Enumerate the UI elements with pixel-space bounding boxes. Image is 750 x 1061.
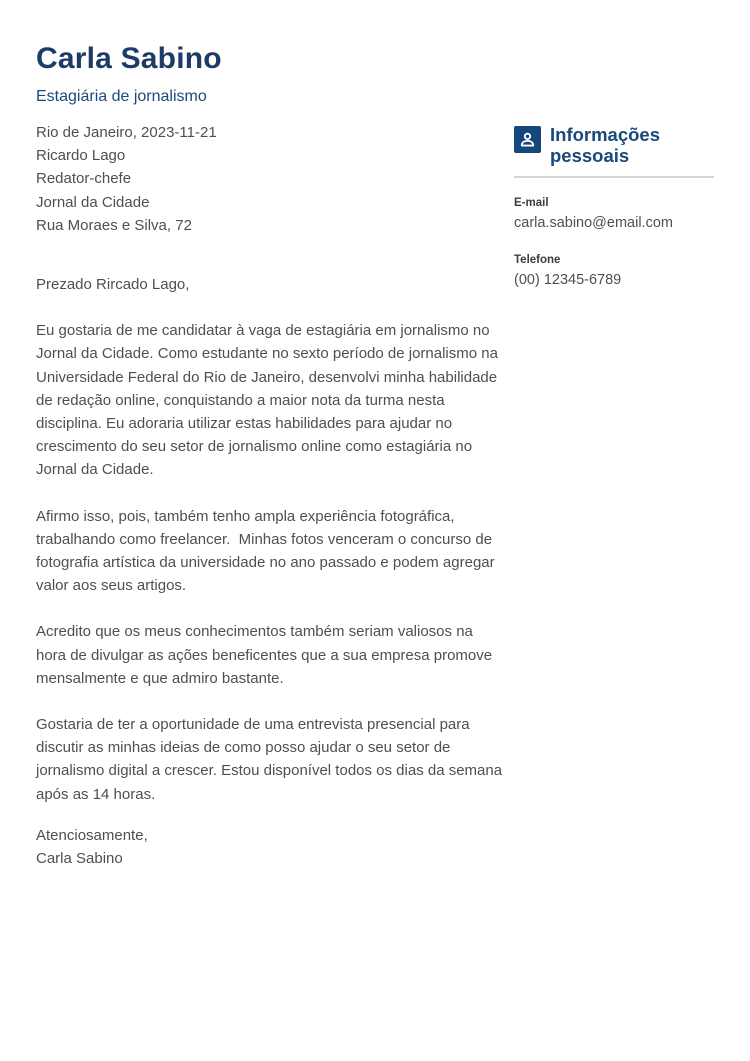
closing-block xyxy=(36,824,504,870)
phone-field xyxy=(514,254,714,288)
email-value: carla.sabino@email.com xyxy=(514,215,673,231)
sidebar-header xyxy=(514,124,714,166)
salutation: Prezado Rircado Lago, xyxy=(36,276,190,294)
recipient-company: Jornal da Cidade xyxy=(36,193,150,211)
personal-info-sidebar xyxy=(514,124,714,288)
phone-label: Telefone xyxy=(514,254,561,266)
person-icon xyxy=(514,126,541,153)
phone-value: (00) 12345-6789 xyxy=(514,272,622,288)
email-label: E-mail xyxy=(514,197,549,209)
paragraph-photography: Afirmo isso, pois, também tenho ampla experiência fotográfica, trabalhando como freelancer. Minhas fotos venceram o concurso de fotografia artística da universidade no ano passado e podem agregar valor aos seus artigos. xyxy=(36,507,499,595)
recipient-name: Ricardo Lago xyxy=(36,147,126,165)
candidate-job-title: Estagiária de jornalismo xyxy=(36,88,207,105)
signature-name: Carla Sabino xyxy=(36,850,123,868)
sidebar-divider xyxy=(514,176,714,178)
recipient-address: Rua Moraes e Silva, 72 xyxy=(36,216,192,234)
recipient-role: Redator-chefe xyxy=(36,170,132,188)
email-field xyxy=(514,197,714,231)
letter-header xyxy=(36,42,222,106)
closing-phrase: Atenciosamente, xyxy=(36,826,148,844)
letter-body xyxy=(36,121,507,870)
paragraph-intro: Eu gostaria de me candidatar à vaga de estagiária em jornalismo no Jornal da Cidade. Como estudante no sexto período de jornalismo na Universidade Federal do Rio de Janeiro, desenvolvi minha habilidade de redação online, conquistando a maior nota da turma nesta disciplina. Eu adoraria utilizar estas habilidades para ajudar no crescimento do seu setor de jornalismo online como estagiária no Jornal da Cidade. xyxy=(36,322,503,479)
paragraph-interview: Gostaria de ter a oportunidade de uma entrevista presencial para discutir as minhas ideias de como posso ajudar o seu setor de jornalismo digital a crescer. Estou disponível todos os dias da semana após as 14 horas. xyxy=(36,716,507,803)
sidebar-heading: Informações pessoais xyxy=(550,124,661,166)
paragraph-charity: Acredito que os meus conhecimentos também seriam valiosos na hora de divulgar as ações beneficentes que a sua empresa promove mensalmente e que admiro bastante. xyxy=(36,623,497,687)
candidate-name: Carla Sabino xyxy=(36,42,222,75)
date-line: Rio de Janeiro, 2023-11-21 xyxy=(36,124,217,141)
